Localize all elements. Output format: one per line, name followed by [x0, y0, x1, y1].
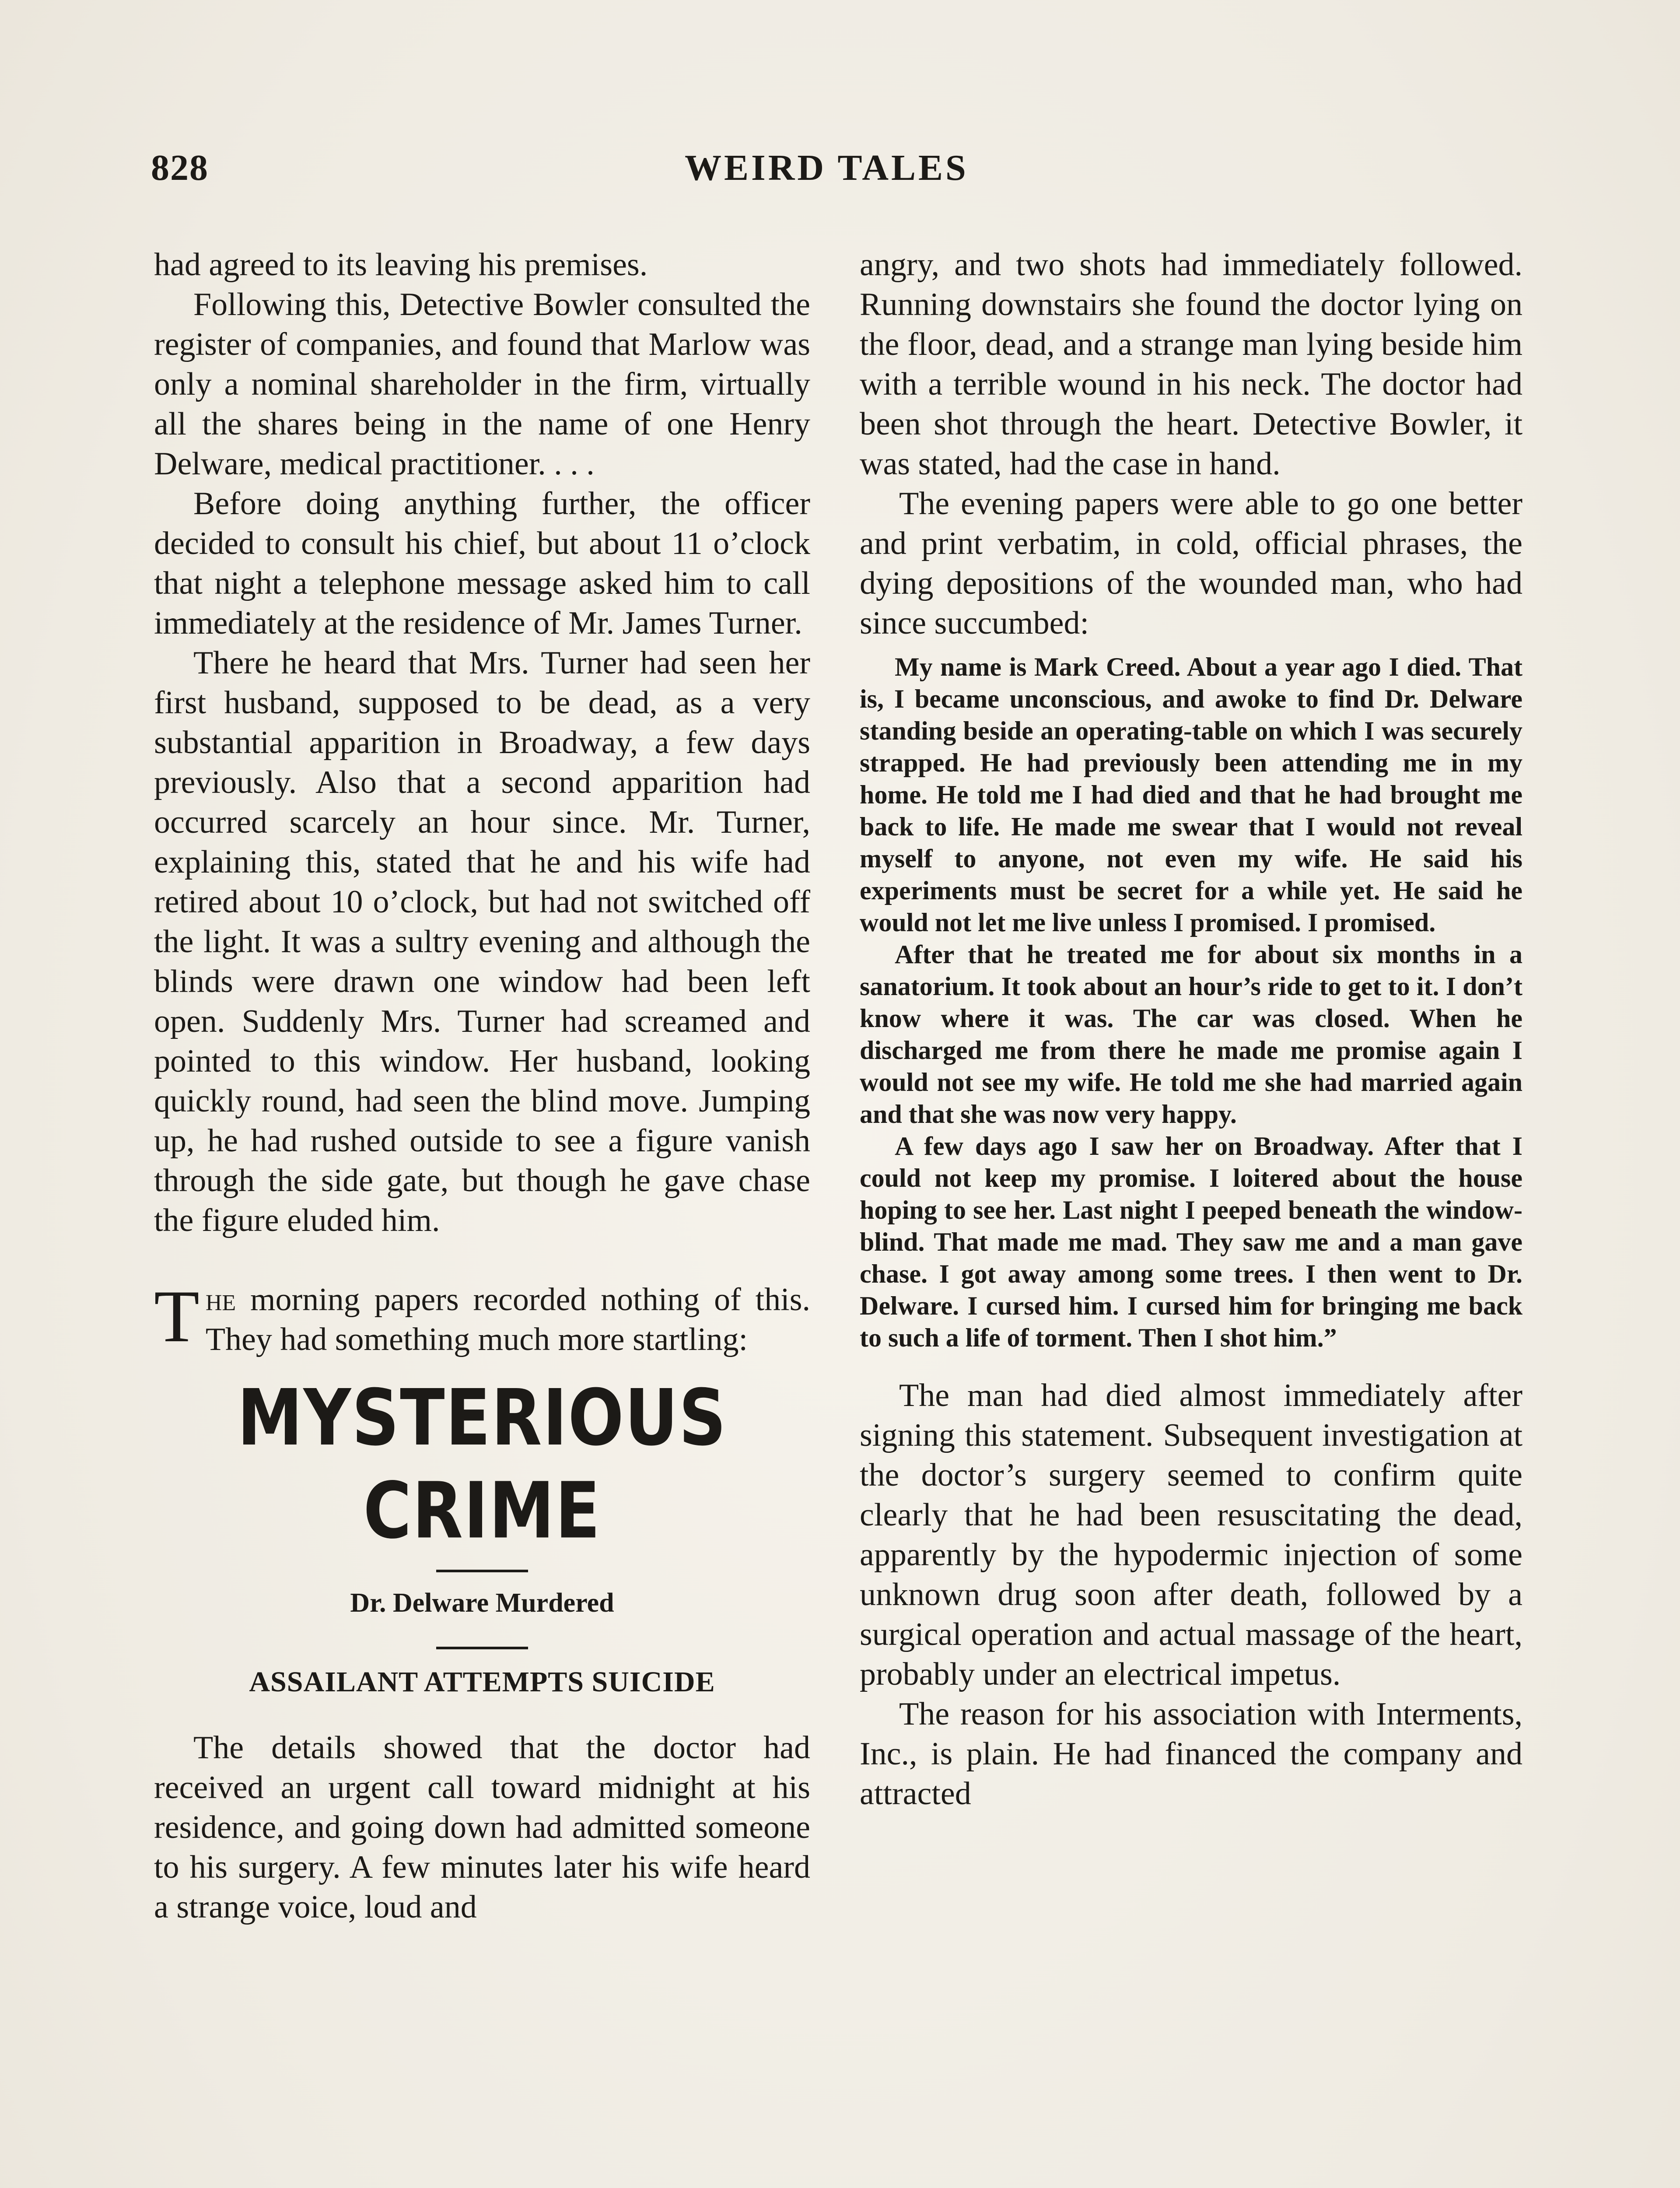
divider [436, 1570, 528, 1572]
deposition-paragraph: After that he treated me for about six months in a sanatorium. It took about an hour’s ride to get to it. I don’t know where it was. The car was closed. When he discharged me from there he made me promise again I would not see my wife. He told me she had married again and that she was now very happy. [860, 940, 1522, 1129]
drop-cap: T [154, 1275, 200, 1357]
dropcap-paragraph [154, 1275, 810, 1360]
paragraph: The man had died almost immediately after signing this statement. Subsequent investigation at the doctor’s surgery seemed to confirm quite clearly that he had been resuscitating the dead, apparently by the hypodermic injection of some unknown drug soon after death, followed by a surgical operation and actual massage of the heart, probably under an electrical impetus. [860, 1378, 1522, 1692]
deposition-quote [860, 651, 1522, 1354]
paragraph: The evening papers were able to go one better and print verbatim, in cold, official phrases, the dying depositions of the wounded man, who had since succumbed: [860, 486, 1522, 641]
divider [436, 1647, 528, 1649]
paragraph: The details showed that the doctor had received an urgent call toward midnight at his residence, and going down had admitted someone to his surgery. A few minutes later his wife heard a strange voice, loud and [154, 1730, 810, 1925]
deposition-paragraph: A few days ago I saw her on Broadway. After that I could not keep my promise. I loitered about the house hoping to see her. Last night I peeped beneath the window-blind. That made me mad. They saw me and a man gave chase. I got away among some trees. I then went to Dr. Delware. I cursed him. I cursed him for bringing me back to such a life of torment. Then I shot him.” [860, 1132, 1522, 1352]
small-caps-lead: he [205, 1282, 236, 1318]
left-column [154, 245, 810, 1927]
paragraph: Following this, Detective Bowler consulted the register of companies, and found that Marlow was only a nominal shareholder in the firm, virtually all the shares being in the name of one Henry Delware, medical practitioner. . . . [154, 287, 810, 482]
page-header [151, 147, 1520, 199]
paragraph-text: morning papers recorded nothing of this. They had something much more startling: [205, 1282, 810, 1357]
paragraph: There he heard that Mrs. Turner had seen her first husband, supposed to be dead, as a very substantial apparition in Broadway, a few days previously. Also that a second apparition had occurred scarcely an hour since. Mr. Turner, explaining this, stated that he and his wife had retired about 10 o’clock, but had not switched off the light. It was a sultry evening and although the blinds were drawn one window had been left open. Suddenly Mrs. Turner had screamed and pointed to this window. Her husband, looking quickly round, had seen the blind move. Jumping up, he had rushed outside to see a figure vanish through the side gate, but though he gave chase the figure eluded him. [154, 645, 810, 1238]
newspaper-headline: MYSTERIOUS CRIME [237, 1373, 727, 1556]
newspaper-subhead: Dr. Delware Murdered [350, 1588, 614, 1618]
newspaper-subhead: ASSAILANT ATTEMPTS SUICIDE [249, 1666, 715, 1698]
paragraph: The reason for his association with Interments, Inc., is plain. He had financed the company and attracted [860, 1696, 1522, 1812]
deposition-paragraph: My name is Mark Creed. About a year ago I died. That is, I became unconscious, and awoke to find Dr. Delware standing beside an operating-table on which I was securely strapped. He had previously been attending me in my home. He told me I had died and that he had brought me back to life. He made me swear that I would not reveal myself to anyone, not even my wife. He said his experiments must be secret for a while yet. He said he would not let me live unless I promised. I promised. [860, 652, 1522, 937]
paragraph: Before doing anything further, the officer decided to consult his chief, but about 11 o’clock that night a telephone message asked him to call immediately at the residence of Mr. James Turner. [154, 486, 810, 641]
right-column [860, 245, 1522, 1814]
paragraph: angry, and two shots had immediately followed. Running downstairs she found the doctor lying on the floor, dead, and a strange man lying beside him with a terrible wound in his neck. The doctor had been shot through the heart. Detective Bowler, it was stated, had the case in hand. [860, 247, 1522, 482]
page-number: 828 [151, 147, 209, 188]
paragraph: had agreed to its leaving his premises. [154, 247, 648, 283]
running-head: WEIRD TALES [685, 147, 969, 188]
